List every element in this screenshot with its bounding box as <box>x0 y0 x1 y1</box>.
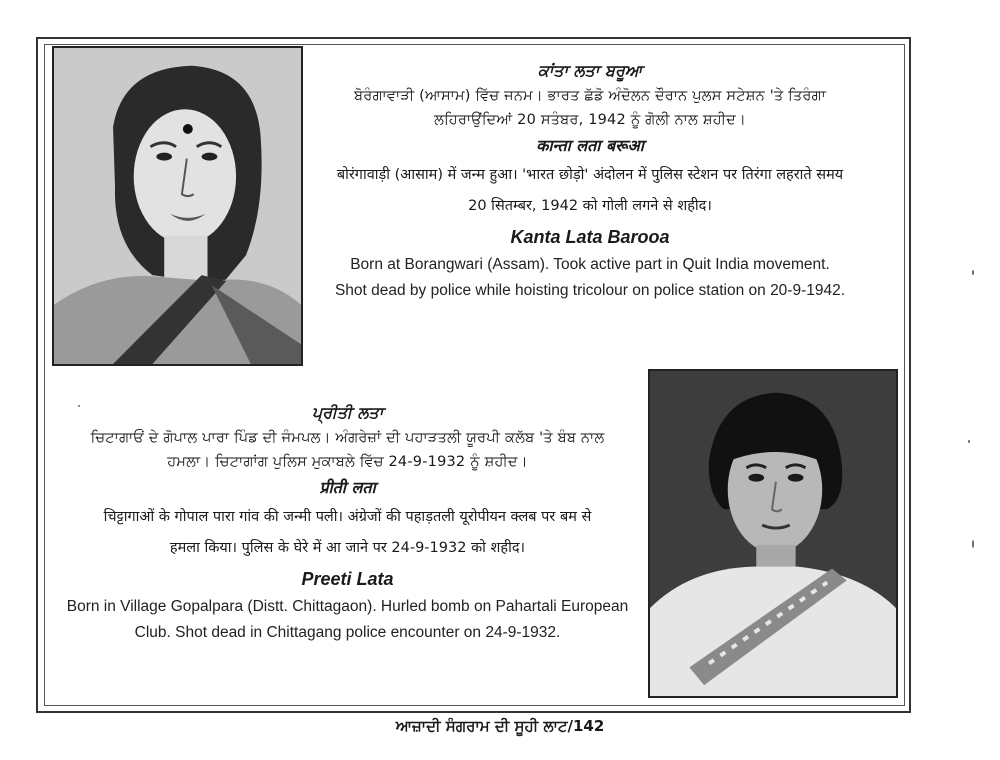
scan-speck <box>968 440 970 443</box>
punjabi-title: ਪ੍ਰੀਤੀ ਲਤਾ <box>311 403 384 422</box>
punjabi-text-line-2: ਲਹਿਰਾਉਂਦਿਆਂ 20 ਸਤੰਬਰ, 1942 ਨੂੰ ਗੋਲੀ ਨਾਲ ਸ਼ਹੀਦ। <box>434 112 746 128</box>
hindi-text-line-1: चिट्टागाओं के गोपाल पारा गांव की जन्मी पली। अंग्रेजों की पहाड़तली यूरोपीयन क्लब पर बम से <box>103 509 592 525</box>
hindi-title: कान्ता लता बरूआ <box>536 136 644 155</box>
scan-speck <box>972 540 974 548</box>
english-title: Preeti Lata <box>301 569 394 589</box>
entry-preeti-lata <box>40 400 655 646</box>
hindi-text-line-1: बोरंगावाड़ी (आसाम) में जन्म हुआ। 'भारत छोड़ो' अंदोलन में पुलिस स्टेशन पर तिरंगा लहराते समय <box>336 167 844 183</box>
punjabi-text-line-2: ਹਮਲਾ। ਚਿਟਾਗਾਂਗ ਪੁਲਿਸ ਮੁਕਾਬਲੇ ਵਿੱਚ 24-9-1932 ਨੂੰ ਸ਼ਹੀਦ। <box>167 454 528 470</box>
english-title: Kanta Lata Barooa <box>510 227 670 247</box>
punjabi-text-line-1: ਚਿਟਾਗਾਓਂ ਦੇ ਗੋਪਾਲ ਪਾਰਾ ਪਿੰਡ ਦੀ ਜੰਮਪਲ। ਅੰਗਰੇਜ਼ਾਂ ਦੀ ਪਹਾੜਤਲੀ ਯੂਰਪੀ ਕਲੱਬ 'ਤੇ ਬੰਬ ਨਾਲ <box>90 430 605 446</box>
scan-speck <box>78 405 80 407</box>
entry-kanta-lata-barooa <box>300 58 880 304</box>
footer-book-title: ਆਜ਼ਾਦੀ ਸੰਗਰਾਮ ਦੀ ਸੂਹੀ ਲਾਟ <box>395 717 568 735</box>
english-text-line-2: Shot dead by police while hoisting tricolour on police station on 20-9-1942. <box>334 282 846 299</box>
portrait-kanta-lata-barooa <box>52 46 303 366</box>
page-number: /142 <box>567 717 605 735</box>
english-text-line-2: Club. Shot dead in Chittagang police encounter on 24-9-1932. <box>134 624 561 641</box>
english-text-line-1: Born at Borangwari (Assam). Took active part in Quit India movement. <box>350 256 830 273</box>
english-text-line-1: Born in Village Gopalpara (Distt. Chittagaon). Hurled bomb on Pahartali European <box>66 598 629 615</box>
hindi-text-line-2: हमला किया। पुलिस के घेरे में आ जाने पर 24-9-1932 को शहीद। <box>169 540 526 556</box>
punjabi-title: ਕਾਂਤਾ ਲਤਾ ਬਰੂਆ <box>537 61 643 80</box>
scan-speck <box>972 270 974 275</box>
page-footer <box>0 716 1000 736</box>
hindi-title: प्रीती लता <box>319 478 376 497</box>
portrait-preeti-lata <box>648 369 898 698</box>
hindi-text-line-2: 20 सितम्बर, 1942 को गोली लगने से शहीद। <box>468 198 712 214</box>
punjabi-text-line-1: ਬੋਰੰਗਾਵਾੜੀ (ਆਸਾਮ) ਵਿੱਚ ਜਨਮ। ਭਾਰਤ ਛੱਡੋ ਅੰਦੋਲਨ ਦੌਰਾਨ ਪੁਲਸ ਸਟੇਸ਼ਨ 'ਤੇ ਤਿਰੰਗਾ <box>354 88 826 104</box>
